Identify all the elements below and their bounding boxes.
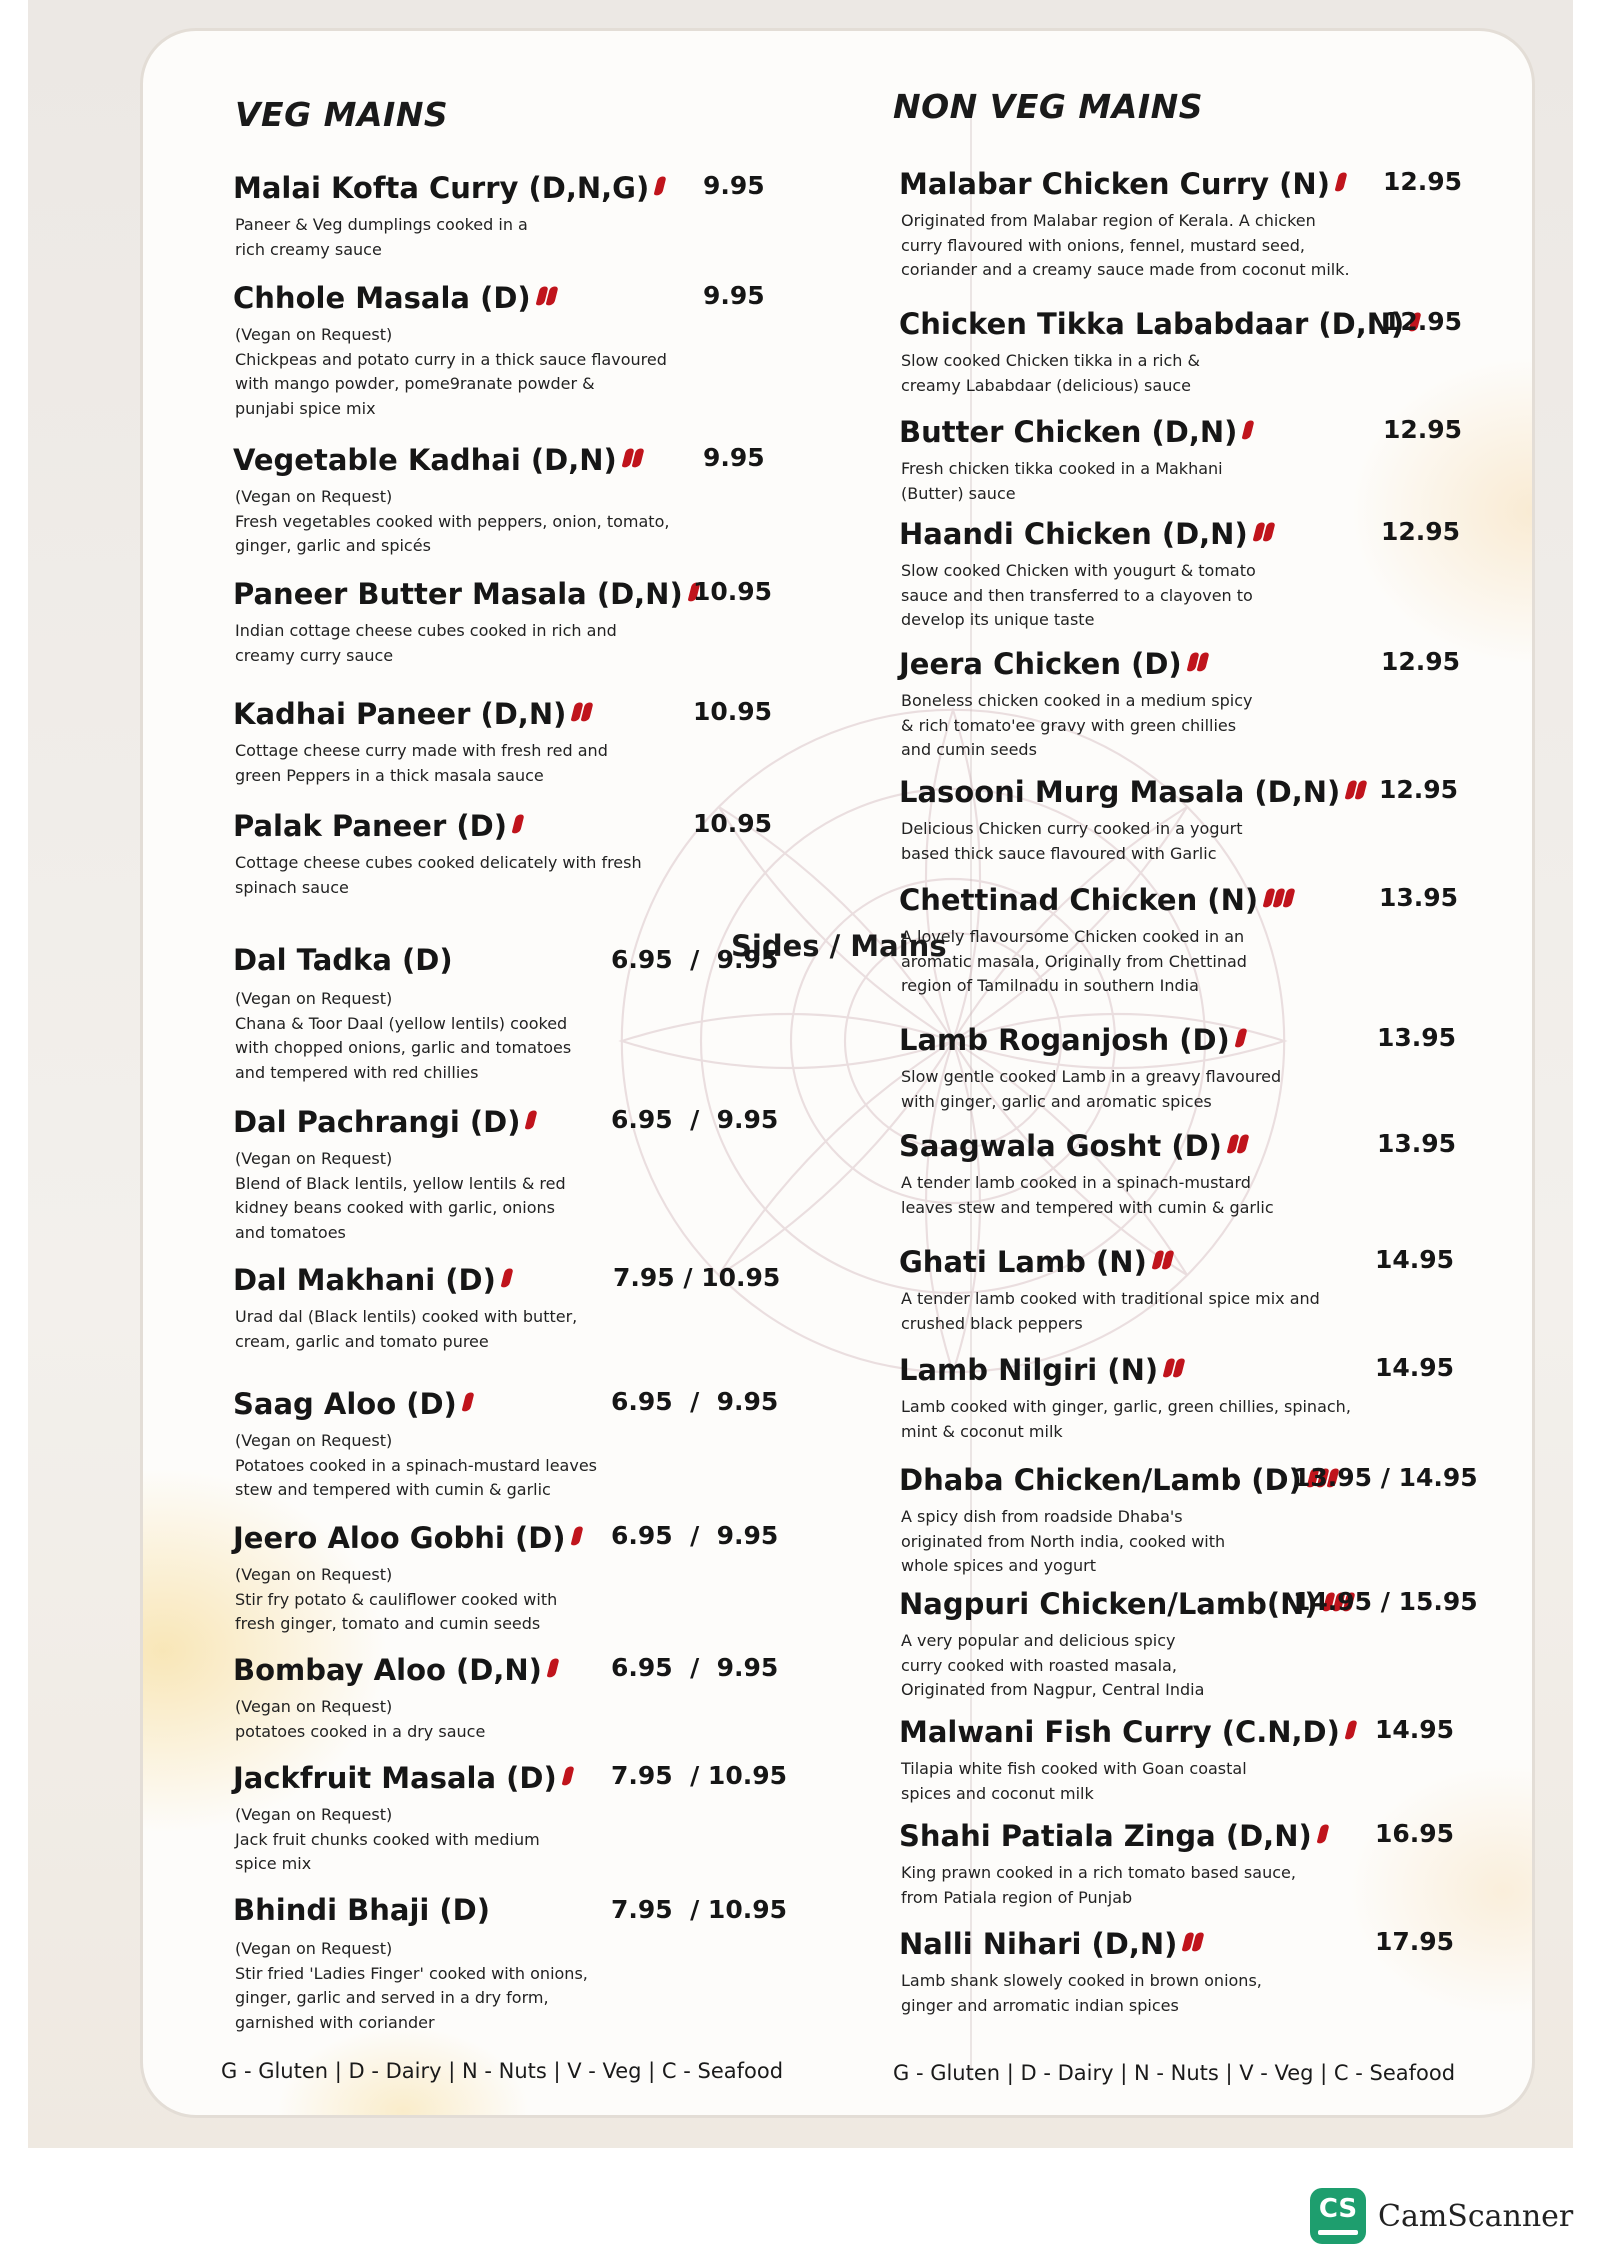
description-line: mint & coconut milk xyxy=(901,1421,1063,1441)
menu-item-price: 10.95 xyxy=(693,577,773,606)
menu-item-price: 6.95 / 9.95 xyxy=(611,1105,779,1134)
menu-item-price: 7.95 / 10.95 xyxy=(611,1895,788,1924)
description-line: (Butter) sauce xyxy=(901,483,1016,503)
menu-item-price: 17.95 xyxy=(1375,1927,1455,1956)
menu-item-description xyxy=(235,987,571,1085)
menu-item-price: 12.95 xyxy=(1383,415,1463,444)
chili-icon xyxy=(1335,171,1348,192)
menu-item-name-text: Kadhai Paneer (D,N) xyxy=(233,697,567,731)
menu-item-description xyxy=(901,925,1247,999)
description-line: sauce and then transferred to a clayoven to xyxy=(901,585,1253,605)
menu-item-name-text: Nalli Nihari (D,N) xyxy=(899,1927,1178,1961)
description-line: Tilapia white fish cooked with Goan coastal xyxy=(901,1759,1247,1778)
menu-item-name-text: Malai Kofta Curry (D,N,G) xyxy=(233,171,650,205)
description-line: spices and coconut milk xyxy=(901,1783,1094,1803)
menu-item-name-text: Chicken Tikka Lababdaar (D,N) xyxy=(899,307,1405,341)
menu-item-description xyxy=(901,1505,1225,1579)
camscanner-brand-text: CamScanner xyxy=(1378,2198,1574,2234)
description-line: punjabi spice mix xyxy=(235,398,376,418)
veg-allergen-legend: G - Gluten | D - Dairy | N - Nuts | V - Veg | C - Seafood xyxy=(221,2059,784,2083)
menu-item-price: 12.95 xyxy=(1383,167,1463,196)
menu-item-description xyxy=(235,1695,485,1744)
menu-item-price: 14.95 xyxy=(1375,1715,1455,1744)
veg-mains-title: VEG MAINS xyxy=(235,95,449,134)
spice-level-indicator xyxy=(1347,1713,1357,1747)
menu-item-price: 13.95 xyxy=(1377,1023,1457,1052)
menu-item-name-text: Jeera Chicken (D) xyxy=(899,647,1182,681)
description-line: Originated from Nagpur, Central India xyxy=(901,1680,1205,1699)
nonveg-allergen-legend: G - Gluten | D - Dairy | N - Nuts | V - Veg | C - Seafood xyxy=(893,2061,1456,2085)
menu-item-name xyxy=(233,1261,513,1297)
menu-item-name-text: Saagwala Gosht (D) xyxy=(899,1129,1222,1163)
description-line: Slow cooked Chicken tikka in a rich & xyxy=(901,351,1200,370)
spice-level-indicator xyxy=(656,169,666,203)
menu-item-price: 9.95 xyxy=(703,171,765,200)
description-line: Urad dal (Black lentils) cooked with butter, xyxy=(235,1307,578,1326)
menu-item-price: 10.95 xyxy=(693,697,773,726)
chili-icon xyxy=(501,1267,514,1288)
menu-item-description xyxy=(235,851,642,900)
menu-item-name xyxy=(899,1351,1185,1387)
menu-item-price: 6.95 / 9.95 xyxy=(611,1653,779,1682)
menu-item-description xyxy=(235,619,617,668)
menu-item-price: 7.95 / 10.95 xyxy=(611,1761,788,1790)
description-line: region of Tamilnadu in southern India xyxy=(901,976,1199,995)
spice-level-indicator xyxy=(1189,645,1209,679)
spice-level-indicator xyxy=(1337,165,1347,199)
description-line: Stir fried 'Ladies Finger' cooked with onions, xyxy=(235,1963,588,1983)
description-line: (Vegan on Request) xyxy=(235,1431,393,1450)
description-line: and tempered with red chillies xyxy=(235,1062,479,1082)
menu-item-price: 14.95 / 15.95 xyxy=(1293,1587,1478,1616)
menu-item-price: 12.95 xyxy=(1383,307,1463,336)
menu-item-name-text: Shahi Patiala Zinga (D,N) xyxy=(899,1819,1312,1853)
description-line: coriander and a creamy sauce made from coconut milk. xyxy=(901,260,1350,279)
description-line: (Vegan on Request) xyxy=(235,1805,393,1824)
description-line: (Vegan on Request) xyxy=(235,325,393,344)
spice-level-indicator xyxy=(1154,1243,1174,1277)
description-line: crushed black peppers xyxy=(901,1313,1083,1333)
menu-item-name xyxy=(899,1243,1174,1279)
menu-item-price: 6.95 / 9.95 xyxy=(611,945,779,974)
spice-level-indicator xyxy=(1229,1127,1249,1161)
menu-item-name xyxy=(233,169,666,205)
description-line: King prawn cooked in a rich tomato based sauce, xyxy=(901,1863,1296,1882)
camscanner-watermark xyxy=(1310,2185,1573,2247)
menu-item-name xyxy=(899,645,1209,681)
menu-item-name-text: Saag Aloo (D) xyxy=(233,1387,457,1421)
menu-item-description xyxy=(901,457,1223,506)
menu-item-name xyxy=(899,515,1275,551)
description-line: Stir fry potato & cauliflower cooked with xyxy=(235,1589,558,1609)
description-line: Indian cottage cheese cubes cooked in rich and xyxy=(235,621,617,640)
menu-item-price: 6.95 / 9.95 xyxy=(611,1521,779,1550)
description-line: develop its unique taste xyxy=(901,610,1095,629)
menu-item-name xyxy=(233,1103,537,1139)
description-line: fresh ginger, tomato and cumin seeds xyxy=(235,1614,541,1633)
menu-item-name xyxy=(233,1759,574,1795)
menu-item-description xyxy=(901,559,1256,633)
spice-level-indicator xyxy=(1347,773,1367,807)
description-line: ginger, garlic and served in a dry form, xyxy=(235,1988,549,2007)
menu-item-name xyxy=(899,413,1254,449)
menu-item-name xyxy=(899,773,1367,809)
menu-item-name-text: Jackfruit Masala (D) xyxy=(233,1761,557,1795)
description-line: and tomatoes xyxy=(235,1222,346,1242)
menu-item-name xyxy=(899,1585,1355,1621)
description-line: (Vegan on Request) xyxy=(235,1149,393,1168)
chili-icon xyxy=(570,1525,583,1546)
menu-item-description xyxy=(901,349,1200,398)
menu-item-price: 12.95 xyxy=(1381,517,1461,546)
menu-item-description xyxy=(901,1395,1351,1444)
description-line: A lovely flavoursome Chicken cooked in an xyxy=(901,927,1245,946)
description-line: from Patiala region of Punjab xyxy=(901,1887,1133,1907)
spice-level-indicator xyxy=(564,1759,574,1793)
menu-item-name xyxy=(233,575,700,611)
spice-level-indicator xyxy=(549,1651,559,1685)
description-line: Blend of Black lentils, yellow lentils & red xyxy=(235,1173,566,1193)
spice-level-indicator xyxy=(573,1519,583,1553)
description-line: Fresh vegetables cooked with peppers, onion, tomato, xyxy=(235,511,670,531)
description-line: Lamb shank slowely cooked in brown onions, xyxy=(901,1971,1262,1990)
menu-item-description xyxy=(235,739,608,788)
spice-level-indicator xyxy=(464,1385,474,1419)
menu-item-description xyxy=(901,689,1253,763)
description-line: A spicy dish from roadside Dhaba's xyxy=(901,1507,1183,1526)
menu-item-name-text: Dal Tadka (D) xyxy=(233,943,453,977)
spice-level-indicator xyxy=(1165,1351,1185,1385)
menu-item-name xyxy=(233,1651,559,1687)
spice-level-indicator xyxy=(1184,1925,1204,1959)
menu-item-description xyxy=(235,1429,597,1503)
menu-item-description xyxy=(235,323,667,421)
menu-item-description xyxy=(901,1969,1262,2018)
chili-icon xyxy=(1242,419,1255,440)
menu-item-name xyxy=(233,441,644,477)
description-line: originated from North india, cooked with xyxy=(901,1531,1226,1551)
menu-item-description xyxy=(235,213,528,262)
description-line: creamy curry sauce xyxy=(235,645,394,665)
chili-icon xyxy=(1345,1719,1358,1740)
menu-item-name-text: Lamb Nilgiri (N) xyxy=(899,1353,1159,1387)
menu-item-description xyxy=(901,817,1242,866)
menu-item-name-text: Paneer Butter Masala (D,N) xyxy=(233,577,683,611)
menu-item-name-text: Dal Makhani (D) xyxy=(233,1263,496,1297)
menu-item-description xyxy=(901,1861,1296,1910)
spice-level-indicator xyxy=(624,441,644,475)
description-line: A tender lamb cooked in a spinach-mustard xyxy=(901,1173,1251,1192)
spice-level-indicator xyxy=(573,695,593,729)
description-line: & rich tomato'ee gravy with green chillies xyxy=(901,715,1237,735)
menu-item-name-text: Palak Paneer (D) xyxy=(233,809,507,843)
description-line: Paneer & Veg dumplings cooked in a xyxy=(235,215,528,234)
menu-item-name-text: Malabar Chicken Curry (N) xyxy=(899,167,1330,201)
menu-item-description xyxy=(235,1305,577,1354)
spice-level-indicator xyxy=(503,1261,513,1295)
menu-card xyxy=(140,28,1535,2118)
description-line: with chopped onions, garlic and tomatoes xyxy=(235,1038,572,1057)
menu-item-price: 12.95 xyxy=(1381,647,1461,676)
chili-icon xyxy=(525,1109,538,1130)
spice-level-indicator xyxy=(1319,1817,1329,1851)
menu-item-description xyxy=(901,1629,1204,1703)
description-line: Originated from Malabar region of Kerala. A chicken xyxy=(901,211,1316,230)
description-line: ginger, garlic and spicés xyxy=(235,536,431,555)
menu-item-name xyxy=(233,807,524,843)
description-line: Lamb cooked with ginger, garlic, green chillies, spinach, xyxy=(901,1397,1351,1416)
chili-icon xyxy=(1316,1823,1329,1844)
menu-item-name-text: Jeero Aloo Gobhi (D) xyxy=(233,1521,566,1555)
description-line: A very popular and delicious spicy xyxy=(901,1631,1176,1650)
menu-item-price: 13.95 / 14.95 xyxy=(1293,1463,1478,1492)
chili-icon xyxy=(547,1657,560,1678)
menu-item-description xyxy=(901,209,1350,283)
menu-item-price: 13.95 xyxy=(1379,883,1459,912)
description-line: spinach sauce xyxy=(235,877,349,897)
menu-item-name-text: Chhole Masala (D) xyxy=(233,281,531,315)
menu-item-name-text: Nagpuri Chicken/Lamb(N) xyxy=(899,1587,1318,1621)
spice-level-indicator xyxy=(514,807,524,841)
description-line: (Vegan on Request) xyxy=(235,487,393,506)
menu-item-price: 14.95 xyxy=(1375,1353,1455,1382)
menu-item-price: 9.95 xyxy=(703,281,765,310)
menu-item-name xyxy=(233,279,558,315)
menu-item-name xyxy=(899,165,1347,201)
spice-level-indicator xyxy=(1265,881,1295,915)
description-line: and cumin seeds xyxy=(901,740,1037,759)
menu-item-name-text: Ghati Lamb (N) xyxy=(899,1245,1147,1279)
menu-item-name xyxy=(233,943,453,977)
menu-item-price: 6.95 / 9.95 xyxy=(611,1387,779,1416)
description-line: Cottage cheese cubes cooked delicately with fresh xyxy=(235,853,642,872)
menu-item-name xyxy=(233,1519,583,1555)
description-line: stew and tempered with cumin & garlic xyxy=(235,1480,551,1499)
menu-item-name xyxy=(899,1925,1204,1961)
menu-item-price: 14.95 xyxy=(1375,1245,1455,1274)
menu-item-name xyxy=(899,881,1295,917)
menu-item-name-text: Vegetable Kadhai (D,N) xyxy=(233,443,617,477)
menu-item-price: 7.95 / 10.95 xyxy=(613,1263,781,1292)
menu-item-name xyxy=(233,1385,474,1421)
description-line: (Vegan on Request) xyxy=(235,989,393,1008)
description-line: rich creamy sauce xyxy=(235,239,382,259)
description-line: leaves stew and tempered with cumin & garlic xyxy=(901,1197,1274,1217)
menu-item-description xyxy=(235,1803,540,1877)
spice-level-indicator xyxy=(1244,413,1254,447)
description-line: cream, garlic and tomato puree xyxy=(235,1331,489,1351)
menu-item-name xyxy=(899,1817,1329,1853)
menu-item-name xyxy=(899,1127,1249,1163)
description-line: Delicious Chicken curry cooked in a yogurt xyxy=(901,819,1243,838)
menu-item-description xyxy=(235,1147,566,1245)
description-line: ginger and arromatic indian spices xyxy=(901,1995,1179,2015)
description-line: with mango powder, pome9ranate powder & xyxy=(235,374,595,393)
menu-item-description xyxy=(901,1065,1281,1114)
description-line: Chickpeas and potato curry in a thick sauce flavoured xyxy=(235,349,667,369)
description-line: Slow cooked Chicken with yougurt & tomato xyxy=(901,561,1256,580)
menu-item-name-text: Lamb Roganjosh (D) xyxy=(899,1023,1230,1057)
description-line: curry cooked with roasted masala, xyxy=(901,1655,1177,1675)
description-line: A tender lamb cooked with traditional spice mix and xyxy=(901,1289,1320,1308)
menu-item-name-text: Chettinad Chicken (N) xyxy=(899,883,1259,917)
spice-level-indicator xyxy=(538,279,558,313)
menu-item-name xyxy=(233,695,593,731)
menu-item-price: 9.95 xyxy=(703,443,765,472)
menu-item-name xyxy=(899,1021,1247,1057)
description-line: Slow gentle cooked Lamb in a greavy flavoured xyxy=(901,1067,1282,1086)
description-line: (Vegan on Request) xyxy=(235,1697,393,1716)
description-line: potatoes cooked in a dry sauce xyxy=(235,1721,486,1741)
menu-item-price: 16.95 xyxy=(1375,1819,1455,1848)
chili-icon xyxy=(461,1391,474,1412)
description-line: green Peppers in a thick masala sauce xyxy=(235,765,544,785)
menu-item-name-text: Butter Chicken (D,N) xyxy=(899,415,1238,449)
description-line: Cottage cheese curry made with fresh red and xyxy=(235,741,608,760)
menu-item-description xyxy=(901,1287,1320,1336)
chili-icon xyxy=(1234,1027,1247,1048)
description-line: kidney beans cooked with garlic, onions xyxy=(235,1198,555,1217)
sides-mains-header: Sides / Mains xyxy=(731,929,947,963)
description-line: with ginger, garlic and aromatic spices xyxy=(901,1091,1212,1111)
menu-item-price: 13.95 xyxy=(1377,1129,1457,1158)
chili-icon xyxy=(654,175,667,196)
menu-item-description xyxy=(235,1937,588,2035)
description-line: curry flavoured with onions, fennel, mustard seed, xyxy=(901,235,1305,255)
menu-item-name-text: Lasooni Murg Masala (D,N) xyxy=(899,775,1341,809)
menu-item-description xyxy=(901,1757,1247,1806)
description-line: Jack fruit chunks cooked with medium xyxy=(235,1829,540,1849)
menu-item-description xyxy=(235,485,669,559)
description-line: creamy Lababdaar (delicious) sauce xyxy=(901,375,1191,395)
description-line: Fresh chicken tikka cooked in a Makhani xyxy=(901,459,1223,478)
description-line: garnished with coriander xyxy=(235,2012,435,2032)
menu-item-name-text: Malwani Fish Curry (C.N,D) xyxy=(899,1715,1340,1749)
menu-item-name xyxy=(899,305,1421,341)
description-line: (Vegan on Request) xyxy=(235,1939,393,1958)
description-line: (Vegan on Request) xyxy=(235,1565,393,1584)
spice-level-indicator xyxy=(1255,515,1275,549)
description-line: whole spices and yogurt xyxy=(901,1556,1096,1575)
description-line: Potatoes cooked in a spinach-mustard leaves xyxy=(235,1455,598,1475)
spice-level-indicator xyxy=(1237,1021,1247,1055)
menu-item-name-text: Dhaba Chicken/Lamb (D) xyxy=(899,1463,1302,1497)
menu-item-name-text: Bombay Aloo (D,N) xyxy=(233,1653,542,1687)
chili-icon xyxy=(561,1765,574,1786)
nonveg-mains-title: NON VEG MAINS xyxy=(893,87,1203,126)
description-line: Boneless chicken cooked in a medium spicy xyxy=(901,691,1253,710)
spice-level-indicator xyxy=(527,1103,537,1137)
camscanner-logo-icon: CS xyxy=(1310,2188,1366,2244)
description-line: Chana & Toor Daal (yellow lentils) cooked xyxy=(235,1013,568,1033)
description-line: spice mix xyxy=(235,1854,312,1873)
menu-item-name xyxy=(233,1893,490,1927)
menu-item-description xyxy=(901,1171,1274,1220)
menu-item-name-text: Dal Pachrangi (D) xyxy=(233,1105,521,1139)
chili-icon xyxy=(512,813,525,834)
menu-item-name xyxy=(899,1461,1339,1497)
description-line: aromatic masala, Originally from Chettinad xyxy=(901,951,1247,971)
menu-item-price: 10.95 xyxy=(693,809,773,838)
description-line: based thick sauce flavoured with Garlic xyxy=(901,843,1217,863)
menu-item-name xyxy=(899,1713,1357,1749)
menu-item-price: 12.95 xyxy=(1379,775,1459,804)
menu-item-description xyxy=(235,1563,557,1637)
menu-item-name-text: Haandi Chicken (D,N) xyxy=(899,517,1248,551)
menu-item-name-text: Bhindi Bhaji (D) xyxy=(233,1893,491,1927)
